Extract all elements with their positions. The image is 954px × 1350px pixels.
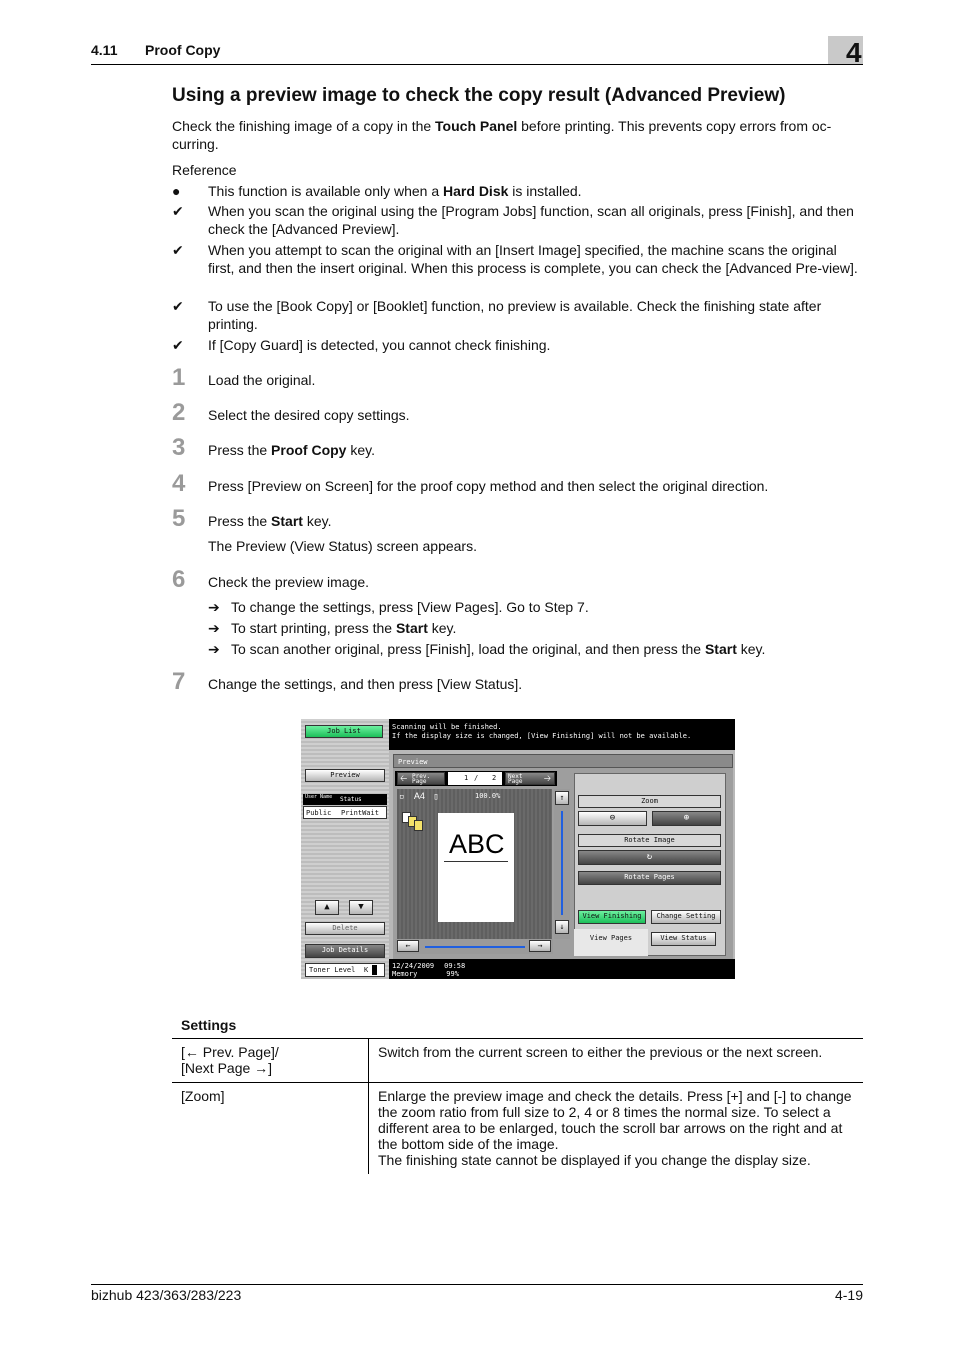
ref-bold: Hard Disk (443, 183, 509, 199)
col-user-name: User Name (305, 794, 333, 800)
zoom-in-button[interactable] (652, 811, 721, 826)
status-date: 12/24/2009 (392, 962, 435, 970)
setting-desc (369, 1083, 864, 1175)
desc-text: The finishing state cannot be displayed if you change the display size. (378, 1152, 811, 1168)
step-number: 5 (172, 505, 186, 532)
right-arrow-icon: 🡢 (543, 774, 551, 784)
page-nav (395, 771, 557, 786)
job-user: Public (306, 809, 332, 817)
status-time: 09:58 (444, 962, 466, 970)
scroll-up-arrow[interactable] (555, 791, 569, 805)
arrow-text-pre: To start printing, press the (231, 620, 396, 636)
step-text-pre: Press the (208, 442, 272, 458)
job-status: PrintWait (341, 809, 379, 817)
job-list-button[interactable]: Job List (305, 725, 383, 738)
paper-info (399, 791, 439, 802)
toner-bar (372, 965, 377, 975)
right-arrow-icon: → (537, 941, 543, 950)
footer-rule (91, 1284, 863, 1285)
horizontal-scrollbar[interactable] (395, 939, 553, 954)
step-text: Load the original. (208, 372, 316, 388)
left-panel (301, 719, 389, 979)
step-number: 4 (172, 470, 186, 497)
reference-text: To use the [Book Copy] or [Booklet] function, no preview is available. Check the finishing state after printing. (208, 298, 822, 332)
chapter-number: 4 (846, 37, 862, 68)
arrow-marker: ➔ (208, 620, 220, 636)
table-row (172, 1039, 863, 1083)
key-line: [← Prev. Page]/ (181, 1044, 279, 1060)
status-line-2 (392, 970, 735, 978)
prev-page-button[interactable] (397, 772, 445, 785)
up-arrow-icon: ▲ (324, 902, 330, 912)
job-row[interactable] (303, 806, 387, 819)
arrow-text-pre: To scan another original, press [Finish], load the original, and then press the (231, 641, 705, 657)
paper-size: A4 (413, 791, 425, 801)
next-page-label: Next Page (508, 773, 523, 785)
settings-table (172, 1038, 863, 1174)
message-line-1: Scanning will be finished. (392, 723, 502, 731)
rotate-pages-button[interactable]: Rotate Pages (578, 871, 721, 885)
memory-value: 99% (446, 970, 459, 978)
step-text-bold: Start (271, 513, 303, 529)
zoom-out-button[interactable] (578, 811, 647, 826)
step-text (208, 441, 375, 459)
section-number: 4.11 (91, 42, 118, 58)
arrow-text-post: key. (736, 641, 766, 657)
portrait-icon: ▯ (433, 792, 439, 802)
step-text-pre: Press the (208, 513, 272, 529)
status-line-1 (392, 962, 735, 970)
rotate-image-label: Rotate Image (578, 834, 721, 847)
reference-text: When you attempt to scan the original with an [Insert Image] specified, the machine scans the original first, and then the insert original. When this process is complete, you can check the [Advanced Pre-view]. (208, 242, 858, 276)
step-number: 6 (172, 566, 186, 593)
arrow-text-bold: Start (704, 641, 737, 657)
arrow-text-post: key. (427, 620, 457, 636)
zoom-out-icon: ⊖ (609, 813, 616, 823)
preview-underline (444, 861, 508, 862)
ref-text-end: is installed. (508, 183, 582, 199)
memory-label: Memory (392, 970, 418, 978)
finishing-icon (402, 812, 424, 832)
arrow-text: To change the settings, press [View Pages]. Go to Step 7. (231, 599, 589, 615)
up-arrow-icon: ↑ (559, 793, 565, 802)
arrow-text-bold: Start (395, 620, 428, 636)
step-text-bold: Proof Copy (271, 442, 347, 458)
check-marker: ✔ (172, 203, 184, 219)
down-arrow-icon: ↓ (559, 922, 565, 931)
col-status: Status (340, 796, 362, 803)
check-marker: ✔ (172, 242, 184, 258)
view-pages-tab[interactable]: View Pages (574, 929, 648, 956)
arrow-text (231, 619, 861, 637)
view-finishing-button[interactable]: View Finishing (578, 910, 646, 924)
job-list-header (303, 794, 387, 805)
preview-text: ABC (449, 829, 505, 859)
toner-level (305, 963, 385, 977)
job-details-button[interactable]: Job Details (305, 944, 385, 958)
step-number: 7 (172, 668, 186, 695)
desc-text: Enlarge the preview image and check the details. Press [+] and [-] to change the zoom ratio from full size to 2, 4 or 8 times the normal size. To select a different area to be enlarged, touch the scroll bar arrows on the right and at the bottom side of the image. (378, 1088, 852, 1152)
scroll-up-button[interactable] (315, 900, 339, 915)
reference-label: Reference (172, 162, 237, 178)
arrow-marker: ➔ (208, 599, 220, 615)
page-title: Using a preview image to check the copy result (Advanced Preview) (172, 85, 786, 106)
footer-model: bizhub 423/363/283/223 (91, 1287, 242, 1303)
message-line-2: If the display size is changed, [View Finishing] will not be available. (392, 732, 692, 740)
step-number: 2 (172, 399, 186, 426)
message-area (389, 719, 735, 750)
intro-text-end: before printing. This prevents copy errors from oc-curring. (172, 118, 832, 152)
reference-text: When you scan the original using the [Program Jobs] function, scan all originals, press [Finish], and then check the [Advanced Preview]. (208, 203, 854, 237)
step-text-post: key. (346, 442, 376, 458)
step-number: 1 (172, 364, 186, 391)
page-separator: / (474, 774, 479, 782)
arrow-marker: ➔ (208, 641, 220, 657)
header-rule (91, 64, 863, 65)
zoom-ratio: 100.0% (475, 792, 501, 800)
vertical-scroll-track (561, 811, 563, 915)
reference-text (208, 182, 862, 200)
scroll-left-arrow[interactable] (397, 940, 419, 952)
status-bar (389, 959, 735, 979)
table-row (172, 1083, 863, 1175)
next-page-button[interactable] (505, 772, 555, 785)
zoom-label: Zoom (578, 795, 721, 808)
step-text: Change the settings, and then press [View Status]. (208, 676, 523, 692)
step-text-post: key. (302, 513, 332, 529)
scroll-down-arrow[interactable] (555, 920, 569, 934)
view-status-tab[interactable]: View Status (651, 932, 716, 946)
preview-button[interactable]: Preview (305, 769, 385, 782)
left-arrow-icon: ← (405, 941, 411, 950)
intro-text: Check the finishing image of a copy in the (172, 118, 436, 134)
footer-page: 4-19 (834, 1287, 863, 1303)
rotate-image-button[interactable] (578, 850, 721, 865)
scroll-down-button[interactable] (349, 900, 373, 915)
setting-desc: Switch from the current screen to either the previous or the next screen. (378, 1044, 823, 1060)
settings-heading: Settings (181, 1017, 237, 1033)
setting-key (172, 1039, 369, 1083)
step-number: 3 (172, 434, 186, 461)
step-text: Check the preview image. (208, 574, 370, 590)
page-current: 1 (464, 774, 469, 782)
horizontal-scroll-track (425, 946, 525, 948)
intro-paragraph (172, 117, 862, 153)
step-note: The Preview (View Status) screen appears. (208, 538, 477, 554)
delete-button[interactable]: Delete (305, 922, 385, 935)
vertical-scrollbar[interactable] (554, 789, 570, 939)
step-text: Select the desired copy settings. (208, 407, 410, 423)
page-counter (448, 772, 502, 785)
down-arrow-icon: ▼ (358, 902, 364, 912)
left-arrow-icon: 🡠 (400, 774, 408, 784)
reference-text: If [Copy Guard] is detected, you cannot check finishing. (208, 337, 551, 353)
zoom-in-icon: ⊕ (683, 813, 690, 823)
toner-k: K (364, 966, 369, 974)
prev-page-label: Prev. Page (412, 773, 431, 785)
page-total: 2 (492, 774, 497, 782)
check-marker: ✔ (172, 337, 184, 353)
setting-key: [Zoom] (172, 1083, 369, 1175)
rotate-icon: ↻ (646, 852, 653, 862)
key-line: [Next Page →] (181, 1060, 273, 1076)
preview-screen-capture (301, 719, 735, 979)
bullet-marker: ● (172, 183, 181, 199)
scroll-right-arrow[interactable] (529, 940, 551, 952)
section-title: Proof Copy (145, 42, 221, 58)
section-header (91, 42, 220, 58)
arrow-text (231, 640, 861, 658)
ref-text: This function is available only when a (208, 183, 444, 199)
step-text (208, 512, 331, 530)
change-setting-button[interactable]: Change Setting (651, 910, 721, 924)
toner-label: Toner Level (309, 966, 356, 974)
intro-bold: Touch Panel (435, 118, 518, 134)
preview-header: Preview (393, 754, 733, 768)
check-marker: ✔ (172, 298, 184, 314)
step-text: Press [Preview on Screen] for the proof copy method and then select the original direction. (208, 478, 769, 494)
orientation-icon: ▫ (399, 792, 405, 802)
